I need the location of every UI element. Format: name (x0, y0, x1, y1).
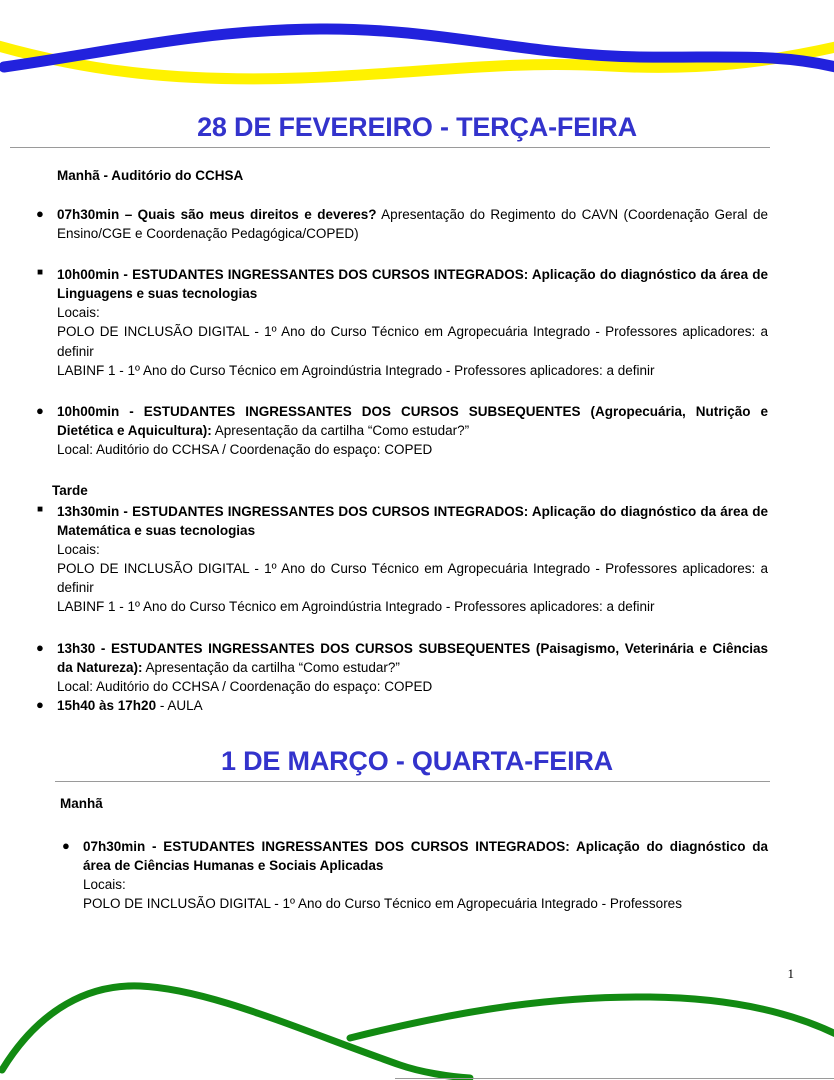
schedule-item-subline: Locais: (57, 541, 100, 557)
page-title-day-1: 28 DE FEVEREIRO - TERÇA-FEIRA (197, 112, 637, 142)
schedule-item-time-title: 13h30min - ESTUDANTES INGRESSANTES DOS CURSOS INTEGRADOS: Aplicação do diagnóstico da área de Matemática e suas tecnologias (57, 503, 768, 538)
schedule-item (0, 837, 768, 914)
schedule-item (0, 639, 768, 696)
schedule-item-time-title: 07h30min – Quais são meus direitos e deveres? (57, 206, 377, 222)
schedule-item (0, 502, 768, 617)
schedule-item-subline: Local: Auditório do CCHSA / Coordenação do espaço: COPED (57, 442, 433, 458)
schedule-item-subline: POLO DE INCLUSÃO DIGITAL - 1º Ano do Curso Técnico em Agropecuária Integrado - Professores aplicadores: a definir (57, 324, 768, 359)
schedule-item-time-title: 10h00min - ESTUDANTES INGRESSANTES DOS CURSOS INTEGRADOS: Aplicação do diagnóstico da área de Linguagens e suas tecnologias (57, 266, 768, 302)
schedule-item-detail: Apresentação da cartilha “Como estudar?” (211, 423, 470, 438)
bullet-round-icon: ● (62, 837, 70, 853)
schedule-item-subline: LABINF 1 - 1º Ano do Curso Técnico em Agroindústria Integrado - Professores aplicadores: a definir (57, 362, 655, 378)
bullet-round-icon: ● (36, 696, 44, 712)
schedule-item (0, 402, 768, 459)
schedule-item-subline: Locais: (57, 305, 100, 321)
section-1-content (0, 148, 834, 715)
schedule-item-text (57, 696, 768, 715)
bullet-round-icon: ● (36, 205, 44, 221)
schedule-item-text (57, 639, 768, 677)
schedule-item-detail: - AULA (156, 697, 203, 713)
schedule-item-subline: LABINF 1 - 1º Ano do Curso Técnico em Agroindústria Integrado - Professores aplicadores: a definir (57, 599, 655, 615)
period-label-tarde: Tarde (52, 483, 88, 499)
bullet-round-icon: ● (36, 402, 44, 418)
section-2-content (0, 782, 834, 913)
schedule-item-time-title: 15h40 às 17h20 (57, 697, 157, 713)
bullet-square-icon: ■ (37, 503, 44, 515)
page-number: 1 (787, 966, 794, 981)
schedule-item-subline: Locais: (83, 877, 126, 893)
section-2-heading-block (0, 737, 834, 782)
schedule-item-text (57, 502, 768, 540)
schedule-item-text (83, 837, 768, 875)
schedule-item-text (57, 402, 768, 440)
schedule-item-text (57, 265, 768, 303)
page-title-day-2: 1 DE MARÇO - QUARTA-FEIRA (221, 746, 613, 777)
schedule-item (0, 696, 768, 715)
schedule-item-time-title: 07h30min - ESTUDANTES INGRESSANTES DOS CURSOS INTEGRADOS: Aplicação do diagnóstico da área de Ciências Humanas e Sociais Aplicadas (83, 838, 768, 873)
schedule-item (0, 205, 768, 243)
section-1-heading-block (0, 0, 834, 148)
schedule-item-time-title: 13h30 - ESTUDANTES INGRESSANTES DOS CURSOS SUBSEQUENTES (Paisagismo, Veterinária e Ciências da Natureza): (57, 640, 768, 675)
bullet-square-icon: ■ (37, 266, 44, 278)
bullet-round-icon: ● (36, 639, 44, 655)
period-label-manha-1: Manhã - Auditório do CCHSA (57, 168, 244, 184)
schedule-item-subline: POLO DE INCLUSÃO DIGITAL - 1º Ano do Curso Técnico em Agropecuária Integrado - Professores (83, 896, 682, 912)
schedule-item-detail: Apresentação da cartilha “Como estudar?” (142, 659, 400, 675)
schedule-item-text (57, 205, 768, 243)
schedule-item-subline: POLO DE INCLUSÃO DIGITAL - 1º Ano do Curso Técnico em Agropecuária Integrado - Professores aplicadores: a definir (57, 561, 768, 596)
schedule-item-detail: Apresentação do Regimento do CAVN (Coordenação Geral de Ensino/CGE e Coordenação Pedagógica/COPED) (57, 206, 768, 241)
schedule-item-subline: Local: Auditório do CCHSA / Coordenação do espaço: COPED (57, 678, 433, 694)
schedule-item (0, 265, 768, 380)
schedule-item-time-title: 10h00min - ESTUDANTES INGRESSANTES DOS CURSOS SUBSEQUENTES (Agropecuária, Nutrição e Dietética e Aquicultura): (57, 403, 768, 438)
period-label-manha-2: Manhã (60, 796, 103, 812)
